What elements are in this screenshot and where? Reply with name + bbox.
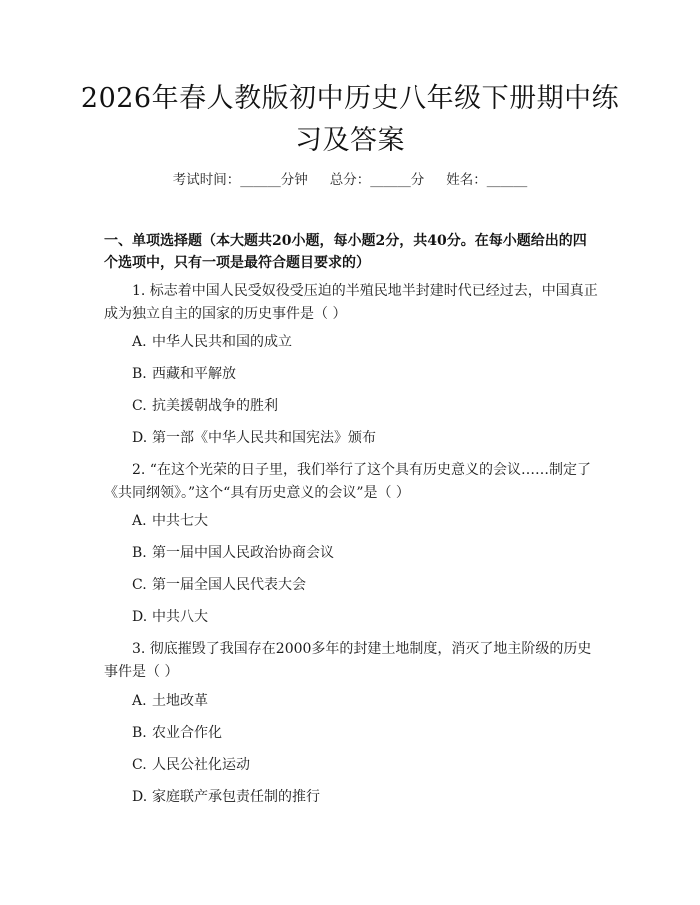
question-1-option-c: [132, 395, 592, 417]
section-heading: 一、单项选择题（本大题共20小题，每小题2分，共40分。在每小题给出的四个选项中，只有一项是最符合题目要求的）: [104, 233, 587, 271]
option-letter: A.: [132, 513, 147, 529]
question-2-stem: 2. “在这个光荣的日子里，我们举行了这个具有历史意义的会议……制定了《共同纲领》。”这个“具有历史意义的会议”是（ ）: [104, 462, 591, 501]
option-letter: C.: [132, 398, 147, 414]
option-text: 中华人民共和国的成立: [152, 334, 292, 350]
option-text: 第一部《中华人民共和国宪法》颁布: [152, 430, 376, 446]
question-3-stem: 3. 彻底摧毁了我国存在2000多年的封建土地制度，消灭了地主阶级的历史事件是（ ）: [104, 641, 592, 680]
question-2-option-a: [132, 510, 592, 532]
option-text: 中共七大: [152, 513, 208, 529]
total-score-field: 总分：______分: [329, 172, 425, 188]
title-line-1: 2026年春人教版初中历史八年级下册期中练: [80, 83, 620, 114]
exam-time-field: 考试时间：______分钟: [172, 172, 308, 188]
question-1-option-a: [132, 331, 592, 353]
option-text: 家庭联产承包责任制的推行: [152, 789, 320, 805]
question-2-option-d: [132, 606, 592, 628]
question-1-stem: 1. 标志着中国人民受奴役受压迫的半殖民地半封建时代已经过去，中国真正成为独立自主的国家的历史事件是（ ）: [104, 283, 598, 322]
option-letter: B.: [132, 366, 147, 382]
question-3-option-a: [132, 690, 592, 712]
option-letter: A.: [132, 334, 147, 350]
option-letter: B.: [132, 545, 147, 561]
option-letter: B.: [132, 725, 147, 741]
option-text: 抗美援朝战争的胜利: [152, 398, 278, 414]
question-2-option-c: [132, 574, 592, 596]
option-text: 土地改革: [152, 693, 208, 709]
question-1-option-b: [132, 363, 592, 385]
option-letter: D.: [132, 430, 148, 446]
question-3-option-d: [132, 786, 592, 808]
option-text: 人民公社化运动: [152, 757, 250, 773]
option-letter: C.: [132, 757, 147, 773]
option-text: 农业合作化: [152, 725, 222, 741]
title-line-2: 习及答案: [295, 125, 405, 156]
exam-meta: [0, 168, 700, 188]
document-title: [80, 78, 620, 162]
student-name-field: 姓名：______: [446, 172, 528, 188]
option-letter: D.: [132, 789, 148, 805]
option-text: 西藏和平解放: [152, 366, 236, 382]
question-3-option-c: [132, 754, 592, 776]
question-2-option-b: [132, 542, 592, 564]
question-3-option-b: [132, 722, 592, 744]
option-letter: D.: [132, 609, 148, 625]
option-text: 第一届中国人民政治协商会议: [152, 545, 334, 561]
option-text: 第一届全国人民代表大会: [152, 577, 306, 593]
option-text: 中共八大: [152, 609, 208, 625]
option-letter: C.: [132, 577, 147, 593]
option-letter: A.: [132, 693, 147, 709]
question-1-option-d: [132, 427, 592, 449]
